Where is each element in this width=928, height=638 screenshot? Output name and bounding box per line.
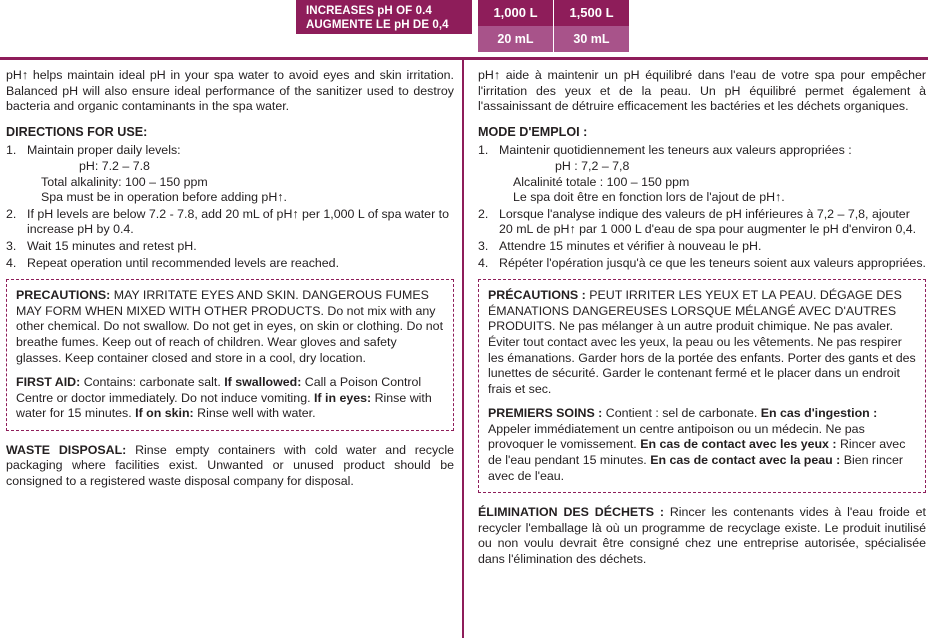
french-intro: pH↑ aide à maintenir un pH équilibré dans l'eau de votre spa pour empêcher l'irritation des yeux et de la peau. Un pH équilibré permet également à l'assainissant de détruire efficacement les bactéries et les déchets organiques. — [478, 68, 926, 114]
step-number: 2. — [6, 206, 17, 221]
french-firstaid-t1: Contient : sel de carbonate. — [605, 406, 758, 421]
list-item — [6, 143, 454, 205]
step-sub: Alcalinité totale : 100 – 150 ppm — [513, 174, 690, 189]
french-precautions-text: PEUT IRRITER LES YEUX ET LA PEAU. DÉGAGE DES ÉMANATIONS DANGEREUSES LORSQUE MÉLANGÉ AVEC D'AUTRES PRODUITS. Ne pas mélanger à un autre produit chimique. Ne pas avaler. Éviter tout contact avec les yeux, la peau ou les vêtements. Ne pas respirer les émanations. Garder hors de la portée des enfants. Porter des gants et des lunettes de sécurité. Garder le contenant fermé et le placer dans un endroit frais et sec. — [488, 288, 916, 396]
top-rule — [0, 57, 928, 60]
french-steps — [478, 143, 926, 271]
english-directions-title: DIRECTIONS FOR USE: — [6, 124, 148, 139]
list-item — [6, 207, 454, 238]
french-firstaid-label: PREMIERS SOINS : — [488, 406, 603, 421]
step-number: 4. — [6, 255, 17, 270]
english-safety-box — [6, 279, 454, 431]
french-precautions — [488, 288, 916, 397]
header-title-line2: AUGMENTE LE pH DE 0,4 — [306, 19, 449, 31]
step-number: 3. — [478, 238, 489, 253]
english-first-aid — [16, 375, 444, 422]
french-waste-disposal — [478, 505, 926, 567]
french-waste-text: Rincer les contenants vides à l'eau froide et recycler l'emballage là où un programme de recyclage existe. Le produit inutilisé ou non voulu devrait être consigné chez une entreprise autorisée, spécialisée dans l'élimination des déchets. — [478, 505, 926, 567]
french-firstaid-b3: En cas de contact avec la peau : — [650, 453, 841, 468]
step-text: If pH levels are below 7.2 - 7.8, add 20 mL of pH↑ per 1,000 L of spa water to increase pH by 0.4. — [27, 206, 449, 237]
french-firstaid-b1: En cas d'ingestion : — [760, 406, 878, 421]
english-firstaid-t2: Call a Poison Control Centre or doctor immediately. Do not induce vomiting. — [16, 375, 422, 405]
step-text: Attendre 15 minutes et vérifier à nouveau le pH. — [499, 238, 762, 253]
header-volume-1: 1,000 L — [478, 0, 553, 26]
step-sub: pH : 7,2 – 7,8 — [555, 158, 630, 173]
english-precautions-text: MAY IRRITATE EYES AND SKIN. DANGEROUS FUMES MAY FORM WHEN MIXED WITH OTHER PRODUCTS. Do not mix with any other chemical. Do not swallow. Do not get in eyes, on skin or clothing. Do not breathe fumes. Keep out of reach of children. Wear gloves and safety glasses. Keep container closed and store in a cool, dry location. — [16, 288, 444, 365]
english-precautions — [16, 288, 444, 366]
header-band — [0, 0, 928, 52]
step-sub: Spa must be in operation before adding pH↑. — [41, 190, 287, 205]
header-dose-1: 20 mL — [478, 26, 553, 52]
french-waste-label: ÉLIMINATION DES DÉCHETS : — [478, 505, 664, 520]
english-waste-text: Rinse empty containers with cold water and recycle packaging where facilities exist. Unwanted or unused product should be consigned to a registered waste disposal company for disposal. — [6, 442, 454, 489]
english-intro: pH↑ helps maintain ideal pH in your spa water to avoid eyes and skin irritation. Balanced pH will also ensure ideal performance of the sanitizer used to destroy bacteria and organic contaminants in the spa water. — [6, 68, 454, 114]
step-text: Répéter l'opération jusqu'à ce que les teneurs soient aux valeurs appropriées. — [499, 255, 926, 270]
french-column — [478, 68, 926, 568]
list-item — [478, 207, 926, 238]
list-item — [478, 239, 926, 255]
step-sub: Le spa doit être en fonction lors de l'ajout de pH↑. — [513, 190, 785, 205]
step-text: Maintain proper daily levels: — [27, 143, 181, 158]
english-firstaid-t4: Rinse well with water. — [197, 406, 316, 421]
list-item — [478, 256, 926, 272]
french-precautions-label: PRÉCAUTIONS : — [488, 288, 586, 303]
step-sub: pH: 7.2 – 7.8 — [79, 158, 150, 173]
english-firstaid-t1: Contains: carbonate salt. — [83, 375, 221, 390]
step-text: Wait 15 minutes and retest pH. — [27, 238, 197, 253]
english-column — [6, 68, 454, 490]
french-firstaid-t4: Bien rincer avec de l'eau. — [488, 453, 903, 483]
list-item — [6, 256, 454, 272]
english-steps — [6, 143, 454, 271]
step-text: Lorsque l'analyse indique des valeurs de pH inférieures à 7,2 – 7,8, ajouter 20 mL de pH↑ par 1 000 L d'eau de spa pour augmenter le pH d'environ 0,4. — [499, 206, 917, 237]
english-firstaid-b1: If swallowed: — [224, 375, 302, 390]
header-title — [296, 0, 472, 34]
step-text: Repeat operation until recommended levels are reached. — [27, 255, 340, 270]
step-number: 1. — [478, 143, 489, 158]
step-number: 2. — [478, 206, 489, 221]
step-text: Maintenir quotidiennement les teneurs aux valeurs appropriées : — [499, 143, 852, 158]
step-number: 1. — [6, 143, 17, 158]
english-firstaid-t3: Rinse with water for 15 minutes. — [16, 390, 432, 421]
french-first-aid — [488, 406, 916, 484]
step-sub: Total alkalinity: 100 – 150 ppm — [41, 174, 208, 189]
english-firstaid-label: FIRST AID: — [16, 375, 81, 390]
french-firstaid-t2: Appeler immédiatement un centre antipoison ou un médecin. Ne pas provoquer le vomissement. — [488, 421, 865, 452]
list-item — [478, 143, 926, 205]
step-number: 4. — [478, 255, 489, 270]
french-safety-box — [478, 279, 926, 493]
header-volume-2: 1,500 L — [554, 0, 629, 26]
english-waste-disposal — [6, 443, 454, 490]
list-item — [6, 239, 454, 255]
french-firstaid-t3: Rincer avec de l'eau pendant 15 minutes. — [488, 437, 906, 468]
english-firstaid-b3: If on skin: — [135, 406, 194, 421]
english-precautions-label: PRECAUTIONS: — [16, 288, 111, 303]
french-firstaid-b2: En cas de contact avec les yeux : — [640, 437, 837, 452]
english-waste-label: WASTE DISPOSAL: — [6, 442, 127, 457]
step-number: 3. — [6, 238, 17, 253]
column-divider — [462, 57, 464, 638]
header-title-line1: INCREASES pH OF 0.4 — [306, 5, 432, 17]
french-directions-title: MODE D'EMPLOI : — [478, 124, 588, 139]
english-firstaid-b2: If in eyes: — [313, 390, 372, 405]
header-dose-2: 30 mL — [554, 26, 629, 52]
